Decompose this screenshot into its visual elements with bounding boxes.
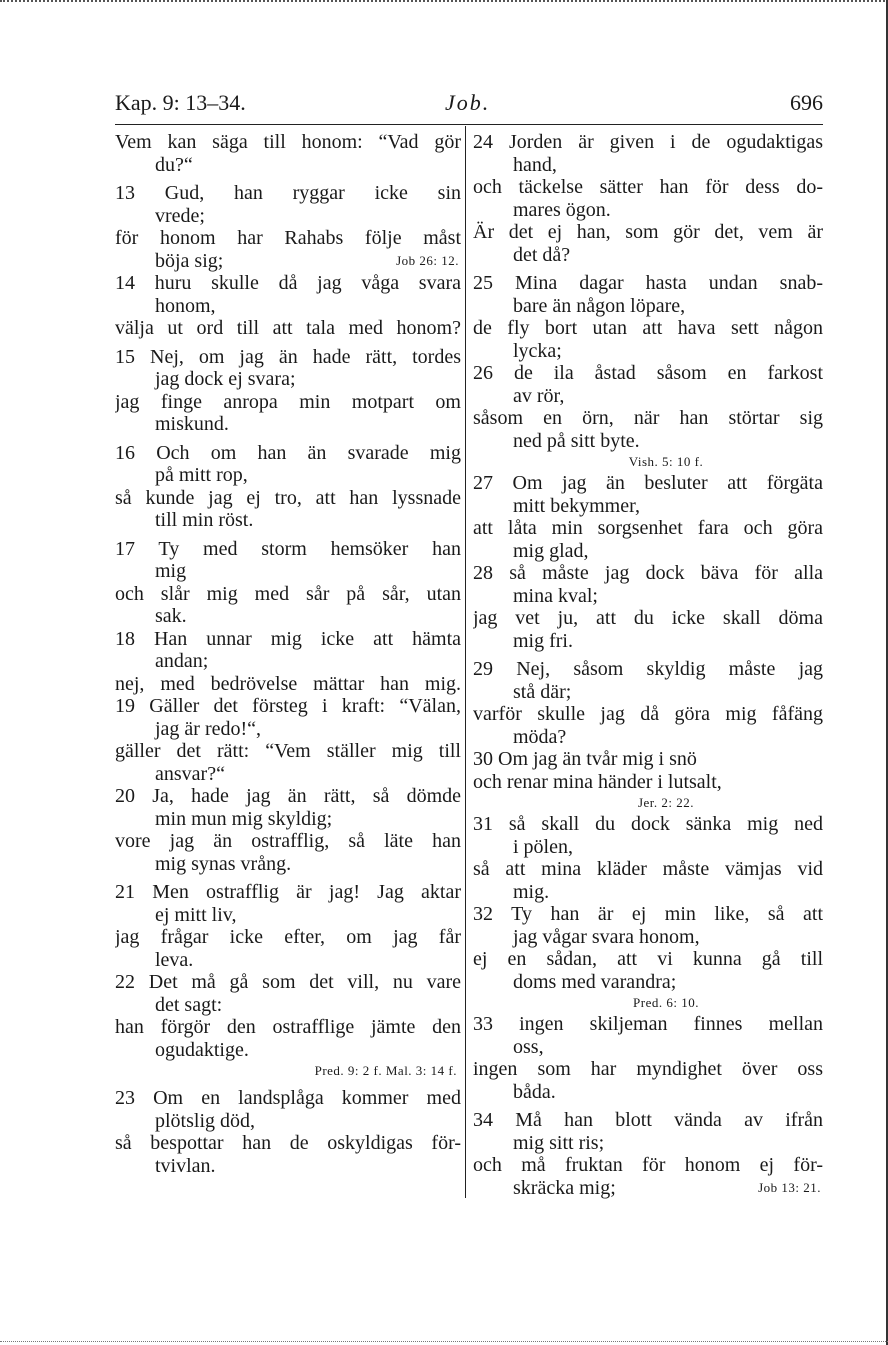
verse-line-continuation: ned på sitt byte.: [513, 429, 640, 452]
verse-start-line: 27 Om jag än besluter att förgäta: [473, 472, 823, 494]
verse-line-continuation: mig glad,: [513, 539, 589, 562]
verse-start-line: 28 så måste jag dock bäva för alla: [473, 562, 823, 584]
verse-line: så att mina kläder måste vämjas vid: [473, 858, 823, 880]
verse-line-continuation: mitt bekymmer,: [513, 494, 640, 517]
verse-line-continuation: mig sitt ris;: [513, 1131, 605, 1154]
verse-line-continuation: av rör,: [513, 384, 565, 407]
verse-line-continuation: mig fri.: [513, 629, 573, 652]
verse-line-continuation: oss,: [513, 1035, 544, 1058]
verse-line: jag frågar icke efter, om jag får: [115, 926, 461, 948]
verse-line: för honom har Rahabs följe måst: [115, 227, 461, 249]
verse-line-continuation: mares ögon.: [513, 198, 611, 221]
verse-line-continuation: jag dock ej svara;: [155, 368, 296, 390]
verse-line-continuation: båda.: [513, 1080, 556, 1103]
verse-start-line: 15 Nej, om jag än hade rätt, tordes: [115, 345, 461, 368]
verse-start-line: 21 Men ostrafflig är jag! Jag aktar: [115, 881, 461, 903]
verse-line-continuation: det sagt:: [155, 993, 223, 1016]
verse-line-continuation: ej mitt liv,: [155, 903, 237, 926]
verse-line: och täckelse sätter han för dess do-: [473, 176, 823, 198]
verse-line: varför skulle jag då göra mig fåfäng: [473, 703, 823, 725]
cross-reference: Job 13: 21.: [758, 1179, 821, 1195]
verse-line-continuation: honom,: [155, 294, 216, 317]
verse-line-continuation: doms med varandra;: [513, 970, 677, 993]
verse-start-line: 26 de ila åstad såsom en farkost: [473, 362, 823, 384]
verse-start-line: 22 Det må gå som det vill, nu vare: [115, 971, 461, 993]
verse-line-continuation: mig: [155, 560, 187, 582]
verse-line-continuation: ogudaktige.: [155, 1038, 249, 1061]
verse-line-continuation: lycka;: [513, 339, 562, 362]
page-edge-top: [0, 0, 888, 4]
verse-line: jag vet ju, att du icke skall döma: [473, 607, 823, 629]
verse-line-continuation: sak.: [155, 605, 187, 627]
verse-line-continuation: [115, 250, 461, 273]
running-header: [115, 88, 823, 120]
verse-start-line: 24 Jorden är given i de ogudaktigas: [473, 131, 823, 153]
verse-line: ej en sådan, att vi kunna gå till: [473, 948, 823, 970]
verse-text: böja sig;: [155, 249, 224, 272]
verse-line: och renar mina händer i lutsalt,: [473, 770, 722, 793]
verse-line-continuation: miskund.: [155, 413, 229, 435]
verse-start-line: 17 Ty med storm hemsöker han: [115, 537, 461, 560]
verse-line: gäller det rätt: “Vem ställer mig till: [115, 740, 461, 762]
left-column: [115, 131, 461, 1177]
verse-line: Är det ej han, som gör det, vem är: [473, 221, 823, 243]
verse-line: så kunde jag ej tro, att han lyssnade: [115, 486, 461, 509]
verse-line-continuation: till min röst.: [155, 509, 254, 531]
verse-line-continuation: jag är redo!“,: [155, 717, 262, 740]
verse-line-continuation: [473, 1177, 823, 1200]
verse-line-continuation: mina kval;: [513, 584, 598, 607]
right-column: [473, 131, 823, 1199]
verse-line-continuation: hand,: [513, 153, 557, 176]
verse-start-line: 20 Ja, hade jag än rätt, så dömde: [115, 785, 461, 807]
verse-start-line: 32 Ty han är ej min like, så att: [473, 903, 823, 925]
verse-line-continuation: du?“: [155, 153, 193, 176]
verse-start-line: 33 ingen skiljeman finnes mellan: [473, 1013, 823, 1035]
verse-line: jag finge anropa min motpart om: [115, 390, 461, 413]
verse-line: de fly bort utan att hava sett någon: [473, 317, 823, 339]
verse-line-continuation: ansvar?“: [155, 762, 225, 785]
verse-line-continuation: stå där;: [513, 680, 572, 703]
verse-line-continuation: i pölen,: [513, 835, 573, 858]
verse-start-line: 14 huru skulle då jag våga svara: [115, 272, 461, 294]
verse-start-line: 34 Må han blott vända av ifrån: [473, 1109, 823, 1131]
verse-start-line: 13 Gud, han ryggar icke sin: [115, 182, 461, 204]
page-number: 696: [790, 90, 823, 115]
verse-line: välja ut ord till att tala med honom?: [115, 317, 461, 339]
verse-line: såsom en örn, när han störtar sig: [473, 407, 823, 429]
page-edge-bottom: [0, 1341, 888, 1342]
chapter-reference: Kap. 9: 13–34.: [115, 90, 246, 115]
verse-line-continuation: bare än någon löpare,: [513, 294, 686, 317]
verse-line-continuation: möda?: [513, 725, 567, 748]
verse-line: och slår mig med sår på sår, utan: [115, 582, 461, 605]
verse-line: nej, med bedrövelse mättar han mig.: [115, 672, 461, 695]
verse-line-continuation: andan;: [155, 650, 209, 672]
cross-reference: Job 26: 12.: [396, 252, 459, 268]
header-rule: [115, 124, 823, 125]
verse-start-line: 31 så skall du dock sänka mig ned: [473, 813, 823, 835]
verse-line-continuation: vrede;: [155, 204, 205, 227]
verse-line-continuation: mig.: [513, 880, 550, 903]
cross-reference: Jer. 2: 22.: [637, 795, 695, 810]
verse-start-line: 29 Nej, såsom skyldig måste jag: [473, 658, 823, 680]
verse-line: så bespottar han de oskyldigas för-: [115, 1132, 461, 1154]
verse-start-line: 19 Gäller det försteg i kraft: “Välan,: [115, 695, 461, 717]
verse-line-continuation: på mitt rop,: [155, 464, 248, 486]
cross-reference: Vish. 5: 10 f.: [628, 454, 704, 469]
verse-text: skräcka mig;: [513, 1176, 616, 1199]
cross-reference: Pred. 6: 10.: [633, 995, 699, 1010]
verse-line: ingen som har myndighet över oss: [473, 1058, 823, 1080]
verse-line-continuation: plötslig död,: [155, 1109, 256, 1132]
verse-line-continuation: min mun mig skyldig;: [155, 807, 333, 830]
verse-line-continuation: mig synas vrång.: [155, 852, 292, 875]
verse-line-continuation: det då?: [513, 243, 571, 266]
verse-line: vore jag än ostrafflig, så läte han: [115, 830, 461, 852]
cross-reference: Pred. 9: 2 f. Mal. 3: 14 f.: [314, 1063, 457, 1078]
verse-start-line: 23 Om en landsplåga kommer med: [115, 1087, 461, 1109]
verse-line: och må fruktan för honom ej för-: [473, 1154, 823, 1176]
verse-start-line: 16 Och om han än svarade mig: [115, 441, 461, 464]
verse-start-line: 25 Mina dagar hasta undan snab-: [473, 272, 823, 294]
verse-line: han förgör den ostrafflige jämte den: [115, 1016, 461, 1038]
book-title: Job.: [445, 90, 491, 115]
verse-start-line: 18 Han unnar mig icke att hämta: [115, 627, 461, 650]
verse-line: att låta min sorgsenhet fara och göra: [473, 517, 823, 539]
verse-start-line: 30 Om jag än tvår mig i snö: [473, 748, 697, 770]
verse-line-continuation: tvivlan.: [155, 1154, 216, 1177]
column-divider: [465, 126, 466, 1198]
verse-line-continuation: leva.: [155, 948, 194, 971]
verse-line: Vem kan säga till honom: “Vad gör: [115, 131, 461, 153]
verse-line-continuation: jag vågar svara honom,: [513, 925, 700, 948]
